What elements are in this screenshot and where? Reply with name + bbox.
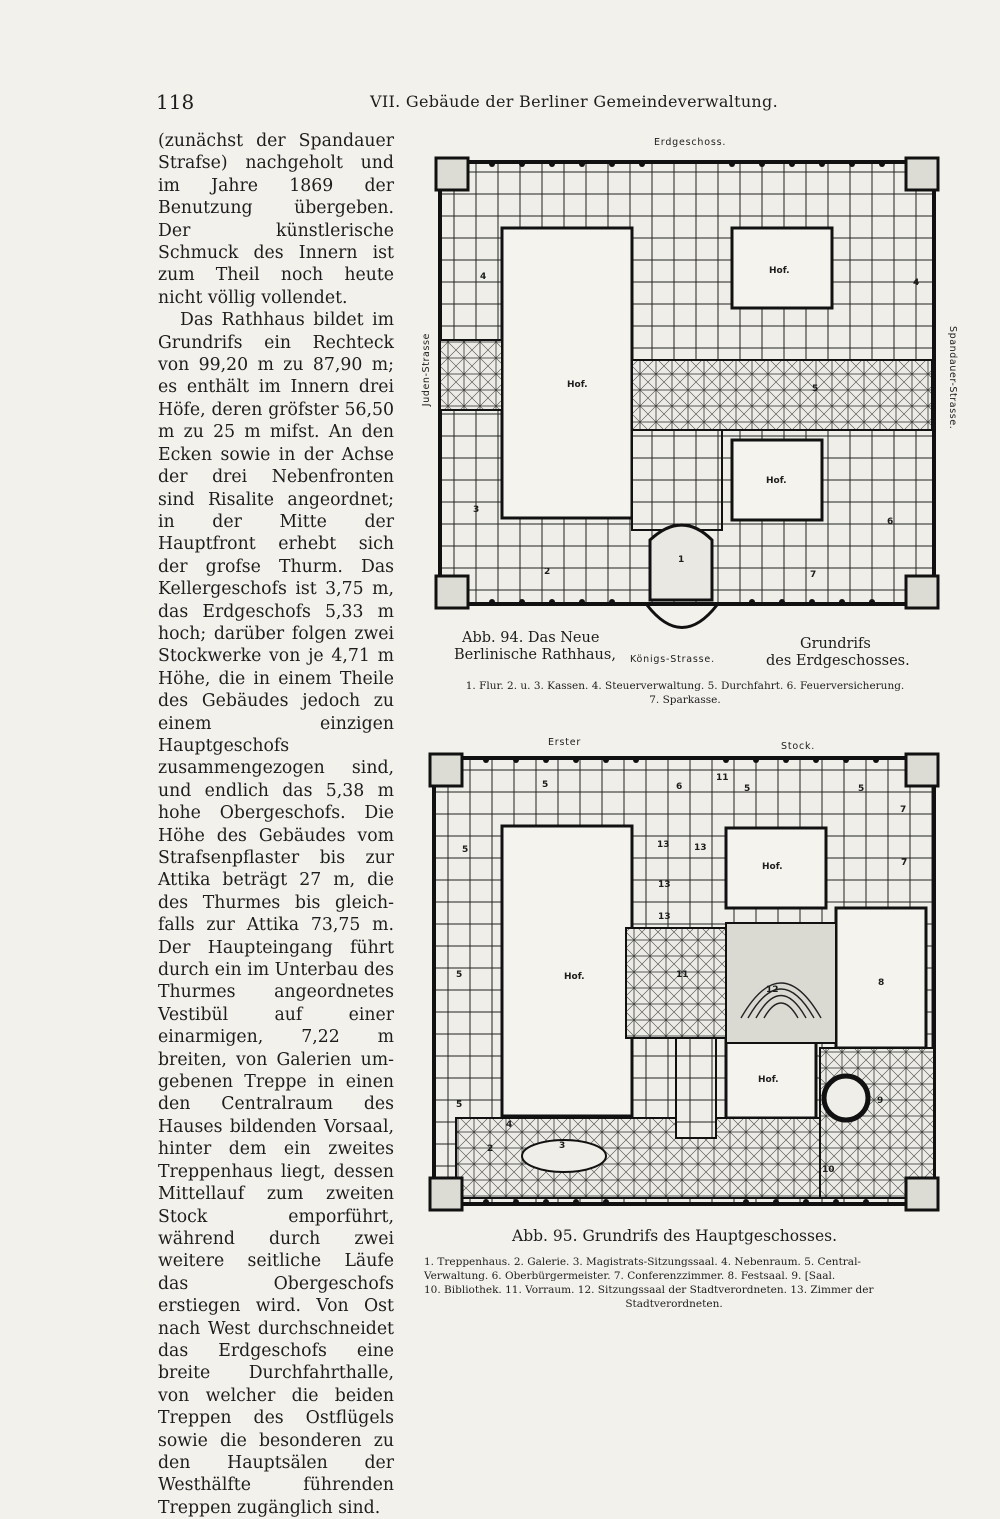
paragraph-1: (zunächst der Spandauer Strafse) nachgeholt und im Jahre 1869 der Benutzung übergeben. Der künstlerische Schmuck des Innern ist zum Theil noch heute nicht völlig vollendet. <box>158 131 394 308</box>
fig95-room-4: 4 <box>506 1120 513 1130</box>
fig95-room-5-d: 5 <box>462 845 469 855</box>
fig94-plan-drawing <box>432 150 942 630</box>
fig94-caption-left-2: Berlinische Rathhaus, <box>454 647 616 663</box>
page-number: 118 <box>156 90 195 114</box>
body-text <box>158 130 394 1519</box>
fig95-room-13-c: 13 <box>658 912 671 922</box>
fig94-legend-line-1: 1. Flur. 2. u. 3. Kassen. 4. Steuerverwaltung. 5. Durchfahrt. 6. Feuerversicherung. <box>465 680 905 692</box>
fig94-room-1: 1 <box>678 555 685 565</box>
fig94-caption-left-1: Abb. 94. Das Neue <box>462 630 600 646</box>
fig94-caption-right-1: Grundrifs <box>800 636 871 652</box>
fig95-room-13-b: 13 <box>658 880 671 890</box>
fig95-room-7-a: 7 <box>900 805 907 815</box>
fig95-hof-southeast: Hof. <box>758 1075 779 1085</box>
fig94-hof-northeast: Hof. <box>769 266 790 276</box>
fig94-room-4-east: 4 <box>913 278 920 288</box>
fig94-hof-southeast: Hof. <box>766 476 787 486</box>
fig95-floor-plan <box>426 748 942 1218</box>
fig95-room-8: 8 <box>878 978 885 988</box>
fig95-caption: Abb. 95. Grundrifs des Hauptgeschosses. <box>512 1227 838 1245</box>
fig94-street-south: Königs-Strasse. <box>630 654 715 665</box>
fig94-street-west: Juden-Strasse <box>421 333 432 407</box>
fig95-legend-line-1: 1. Treppenhaus. 2. Galerie. 3. Magistrats-Sitzungssaal. 4. Nebenraum. 5. Central- <box>424 1256 861 1268</box>
fig94-room-6: 6 <box>887 517 894 527</box>
fig94-title: Erdgeschoss. <box>654 137 727 148</box>
fig94-floor-plan <box>432 150 942 630</box>
fig95-room-13-a: 13 <box>657 840 670 850</box>
fig94-room-5: 5 <box>812 384 819 394</box>
fig94-caption-right-2: des Erdgeschosses. <box>766 653 910 669</box>
fig95-room-6: 6 <box>676 782 683 792</box>
fig94-room-7: 7 <box>810 570 817 580</box>
fig95-room-5-e: 5 <box>456 970 463 980</box>
fig95-title-right: Stock. <box>781 741 816 752</box>
fig94-legend-line-2: 7. Sparkasse. <box>649 694 721 706</box>
fig95-room-5-a: 5 <box>542 780 549 790</box>
fig95-room-3: 3 <box>559 1141 566 1151</box>
fig95-room-7-b: 7 <box>901 858 908 868</box>
fig95-room-5-f: 5 <box>456 1100 463 1110</box>
fig95-legend-line-2: Verwaltung. 6. Oberbürgermeister. 7. Conferenzzimmer. 8. Festsaal. 9. [Saal. <box>424 1270 836 1282</box>
fig95-hof-west: Hof. <box>564 972 585 982</box>
fig95-room-11-north: 11 <box>716 773 729 783</box>
fig95-room-12: 12 <box>766 985 779 995</box>
fig95-plan-drawing <box>426 748 942 1218</box>
fig94-hof-west: Hof. <box>567 380 588 390</box>
paragraph-2: Das Rathhaus bildet im Grundrifs ein Rechteck von 99,20 m zu 87,90 m; es enthält im Innern drei Höfe, deren gröfster 56,50 m zu 25 m mifst. An den Ecken sowie in der Achse der drei Nebenfronten sind Risalite angeordnet; in der Mitte der Hauptfront erhebt sich der grofse Thurm. Das Kellergeschofs ist 3,75 m, das Erdgeschofs 5,33 m hoch; darüber folgen zwei Stockwerke von je 4,71 m Höhe, die in einem Theile des Gebäudes jedoch zu einem einzigen Hauptgeschofs zusammengezogen sind, und endlich das 5,38 m hohe Obergeschofs. Die Höhe des Gebäudes vom Strafsenpflaster bis zur Attika beträgt 27 m, die des Thurmes bis gleichfalls zur Attika 73,75 m. Der Haupteingang führt durch ein im Unterbau des Thurmes angeordnetes Vestibül auf einer einarmigen, 7,22 m breiten, von Galerien umgebenen Treppe in einen den Centralraum des Hauses bildenden Vorsaal, hinter dem ein zweites Treppenhaus liegt, dessen Mittellauf zum zweiten Stock emporführt, während durch zwei weitere seitliche Läufe das Obergeschofs erstiegen wird. Von Ost nach West durchschneidet das Erdgeschofs eine breite Durchfahrthalle, von welcher die beiden Treppen des Ostflügels sowie die besonderen zu den Hauptsälen der Westhälfte führenden Treppen zugänglich sind. <box>158 310 394 1518</box>
fig94-room-3: 3 <box>473 505 480 515</box>
fig95-legend-line-3: 10. Bibliothek. 11. Vorraum. 12. Sitzungssaal der Stadtverordneten. 13. Zimmer der <box>424 1284 874 1296</box>
fig95-room-13-d: 13 <box>694 843 707 853</box>
fig95-hof-northeast: Hof. <box>762 862 783 872</box>
fig95-legend-line-4: Stadtverordneten. <box>625 1298 723 1310</box>
fig95-room-10: 10 <box>822 1165 835 1175</box>
fig95-room-5-b: 5 <box>744 784 751 794</box>
fig95-room-2: 2 <box>487 1144 494 1154</box>
fig94-street-east: Spandauer-Strasse. <box>947 326 958 430</box>
fig95-room-11-center: 11 <box>676 970 689 980</box>
fig95-title-left: Erster <box>548 737 582 748</box>
fig95-room-9: 9 <box>877 1096 884 1106</box>
running-head: VII. Gebäude der Berliner Gemeindeverwaltung. <box>370 92 778 111</box>
fig94-room-4-west: 4 <box>480 272 487 282</box>
fig94-room-2: 2 <box>544 567 551 577</box>
fig95-room-5-c: 5 <box>858 784 865 794</box>
